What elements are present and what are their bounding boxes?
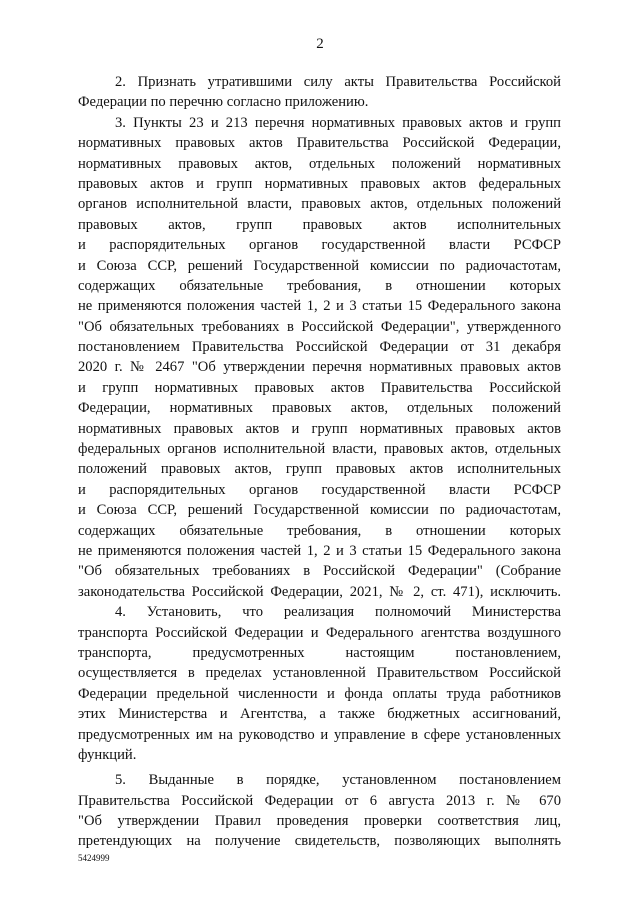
text-line: 5. Выданные в порядке, установленном постановлением [115, 772, 561, 789]
paragraph-2 [78, 72, 561, 113]
text-line: предусмотренных им на руководство и управление в сфере установленных [78, 726, 561, 743]
text-line: и Союза ССР, решений Государственной комиссии по радиочастотам, [78, 502, 561, 519]
paragraph-5 [78, 770, 561, 852]
text-line: Федерации, нормативных правовых актов, отдельных положений [78, 400, 561, 417]
text-line: органов исполнительной власти, правовых актов, отдельных положений [78, 196, 561, 213]
text-line: 2. Признать утратившими силу акты Правительства Российской [115, 74, 561, 90]
text-line: не применяются положения частей 1, 2 и 3 статьи 15 Федерального закона [78, 298, 561, 315]
text-line: Правительства Российской Федерации от 6 августа 2013 г. № 670 [78, 792, 561, 809]
text-line: нормативных правовых актов и групп нормативных правовых актов [78, 420, 561, 437]
page-number: 2 [316, 36, 324, 52]
text-line: Федерации по перечню согласно приложению. [78, 94, 369, 111]
paragraph-3 [78, 113, 561, 602]
document-body [78, 72, 561, 852]
text-line: федеральных органов исполнительной власти, правовых актов, отдельных [78, 441, 561, 458]
text-line: "Об обязательных требованиях в Российской Федерации", утвержденного [78, 318, 561, 335]
text-line: и распорядительных органов государственной власти РСФСР [78, 237, 561, 254]
text-line: нормативных правовых актов, отдельных положений нормативных [78, 155, 561, 172]
text-line: "Об утверждении Правил проведения проверки соответствия лиц, [78, 813, 561, 830]
text-line: правовых актов, групп правовых актов исполнительных [78, 216, 561, 233]
text-line: 3. Пункты 23 и 213 перечня нормативных правовых актов и групп [115, 114, 561, 131]
text-line: "Об обязательных требованиях в Российской Федерации" (Собрание [78, 563, 561, 580]
text-line: 4. Установить, что реализация полномочий Министерства [115, 604, 561, 621]
text-line: постановлением Правительства Российской Федерации от 31 декабря [78, 339, 561, 356]
text-line: и Союза ССР, решений Государственной комиссии по радиочастотам, [78, 257, 561, 274]
text-line: транспорта Российской Федерации и Федерального агентства воздушного [78, 624, 561, 641]
text-line: этих Министерства и Агентства, а также бюджетных ассигнований, [78, 706, 561, 723]
text-line: нормативных правовых актов Правительства Российской Федерации, [78, 135, 561, 152]
document-code: 5424999 [78, 853, 110, 863]
text-line: транспорта, предусмотренных настоящим постановлением, [78, 644, 561, 661]
text-line: претендующих на получение свидетельств, позволяющих выполнять [78, 833, 561, 850]
text-line: положений правовых актов, групп правовых актов исполнительных [78, 461, 561, 478]
text-line: содержащих обязательные требования, в отношении которых [78, 522, 561, 539]
text-line: функций. [78, 746, 137, 763]
text-line: и распорядительных органов государственной власти РСФСР [78, 481, 561, 498]
text-line: правовых актов и групп нормативных правовых актов федеральных [78, 175, 561, 192]
text-line: осуществляется в пределах установленной Правительством Российской [78, 665, 561, 682]
text-line: содержащих обязательные требования, в отношении которых [78, 277, 561, 294]
text-line: не применяются положения частей 1, 2 и 3 статьи 15 Федерального закона [78, 542, 561, 559]
text-line: и групп нормативных правовых актов Правительства Российской [78, 379, 561, 396]
paragraph-4 [78, 602, 561, 765]
text-line: законодательства Российской Федерации, 2021, № 2, ст. 471), исключить. [78, 583, 561, 600]
text-line: 2020 г. № 2467 "Об утверждении перечня нормативных правовых актов [78, 359, 561, 376]
text-line: Федерации предельной численности и фонда оплаты труда работников [78, 685, 561, 702]
